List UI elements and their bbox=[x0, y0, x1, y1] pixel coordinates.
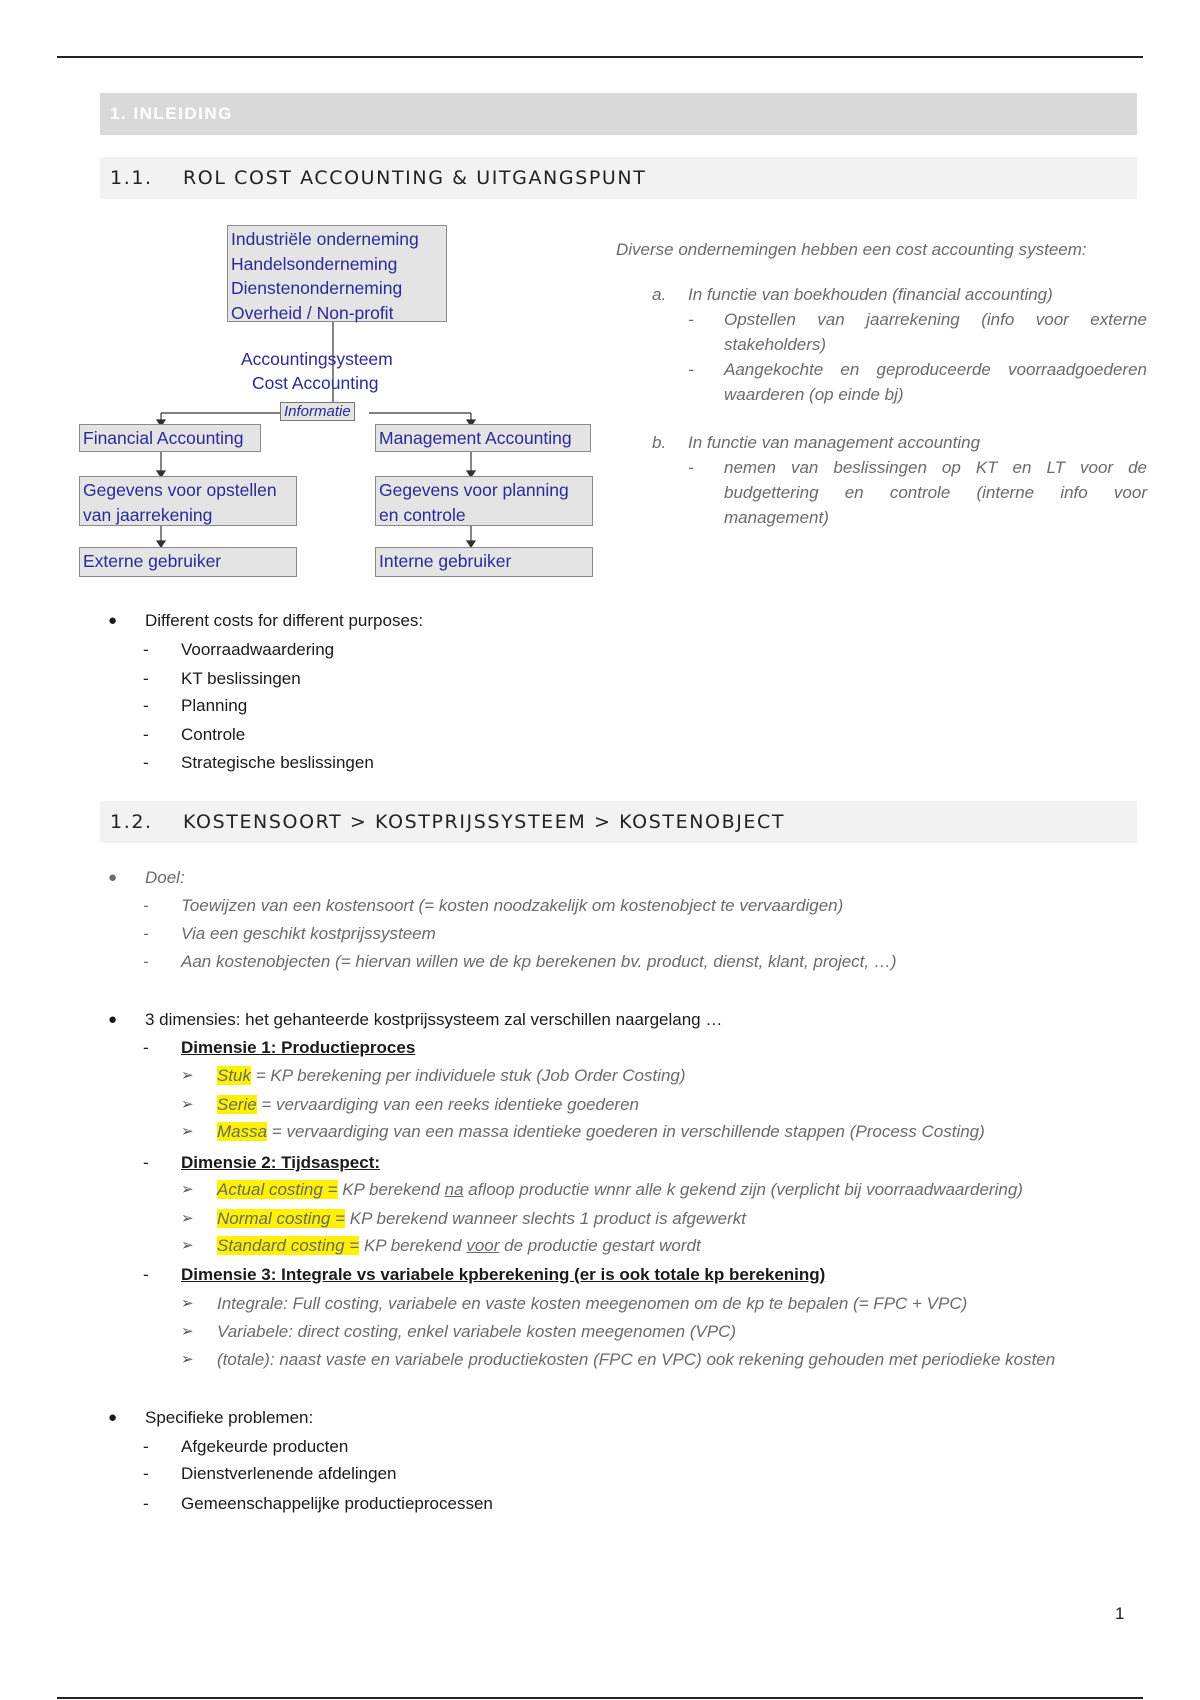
item-a-sub: Aangekochte en geproduceerde voorraadgoederen waarderen (op einde bj) bbox=[724, 360, 1147, 404]
cost-accounting-label: Cost Accounting bbox=[252, 373, 379, 393]
external-user-box: Externe gebruiker bbox=[79, 547, 297, 577]
informatie-label: Informatie bbox=[280, 402, 355, 421]
org-type: Overheid / Non-profit bbox=[231, 302, 394, 323]
arrow-bullet-icon: ➢ bbox=[181, 1123, 194, 1140]
page-number: 1 bbox=[1115, 1604, 1125, 1623]
arrow-bullet-icon: ➢ bbox=[181, 1295, 194, 1312]
heading-section-1-1 bbox=[100, 157, 1137, 199]
dimension-2-title: Dimensie 2: Tijdsaspect: bbox=[181, 1153, 381, 1172]
right-intro: Diverse ondernemingen hebben een cost accounting systeem: bbox=[616, 240, 1087, 259]
dash: - bbox=[688, 360, 694, 379]
section-title: ROL COST ACCOUNTING & UITGANGSPUNT bbox=[183, 167, 647, 189]
doel-lead: Doel: bbox=[145, 868, 185, 887]
accounting-system-label: Accountingsysteem bbox=[241, 349, 393, 369]
arrow-bullet-icon: ➢ bbox=[181, 1067, 194, 1084]
item-a-label: a. bbox=[652, 285, 667, 304]
dash: - bbox=[688, 458, 694, 477]
dash: - bbox=[688, 310, 694, 329]
arrow-bullet-icon: ➢ bbox=[181, 1181, 194, 1198]
arrow-bullet-icon: ➢ bbox=[181, 1210, 194, 1227]
section-title: KOSTENSOORT > KOSTPRIJSSYSTEEM > KOSTENOBJECT bbox=[183, 811, 786, 833]
dimensions-lead: 3 dimensies: het gehanteerde kostprijssysteem zal verschillen naargelang … bbox=[145, 1010, 723, 1029]
management-data-box bbox=[375, 476, 593, 526]
item-a-sub: Opstellen van jaarrekening (info voor externe stakeholders) bbox=[724, 310, 1147, 354]
arrow-bullet-icon: ➢ bbox=[181, 1096, 194, 1113]
arrow-bullet-icon: ➢ bbox=[181, 1351, 194, 1368]
org-type: Dienstenonderneming bbox=[231, 278, 403, 298]
internal-user-box: Interne gebruiker bbox=[375, 547, 593, 577]
organization-types-box bbox=[227, 225, 447, 322]
management-data-line: Gegevens voor planning bbox=[379, 480, 569, 500]
financial-data-line: Gegevens voor opstellen bbox=[83, 480, 277, 500]
org-type: Industriële onderneming bbox=[231, 229, 419, 249]
item-b-label: b. bbox=[652, 433, 667, 452]
top-rule bbox=[57, 56, 1143, 58]
heading-section-1-2 bbox=[100, 801, 1137, 843]
heading-inleiding: 1. INLEIDING bbox=[100, 93, 1137, 135]
dimension-1-title: Dimensie 1: Productieproces bbox=[181, 1038, 416, 1057]
arrow-bullet-icon: ➢ bbox=[181, 1323, 194, 1340]
financial-accounting-box: Financial Accounting bbox=[79, 424, 261, 452]
item-b-sub: nemen van beslissingen op KT en LT voor de budgettering en controle (interne info voor management) bbox=[724, 458, 1147, 527]
problems-lead: Specifieke problemen: bbox=[145, 1408, 314, 1427]
financial-data-line: van jaarrekening bbox=[83, 504, 213, 525]
cost-accounting-diagram bbox=[73, 218, 603, 580]
financial-data-box bbox=[79, 476, 297, 526]
bottom-rule bbox=[57, 1697, 1143, 1699]
dimension-3-title: Dimensie 3: Integrale vs variabele kpberekening (er is ook totale kp berekening) bbox=[181, 1265, 826, 1284]
section-number: 1.2. bbox=[110, 811, 153, 833]
management-accounting-box: Management Accounting bbox=[375, 424, 591, 452]
bullet: ● bbox=[108, 612, 118, 629]
section-number: 1.1. bbox=[110, 167, 153, 189]
item-b-text: In functie van management accounting bbox=[688, 433, 981, 452]
purposes-lead: Different costs for different purposes: bbox=[145, 611, 424, 630]
item-a-text: In functie van boekhouden (financial accounting) bbox=[688, 285, 1053, 304]
management-data-line: en controle bbox=[379, 504, 466, 525]
org-type: Handelsonderneming bbox=[231, 253, 398, 274]
arrow-bullet-icon: ➢ bbox=[181, 1237, 194, 1254]
